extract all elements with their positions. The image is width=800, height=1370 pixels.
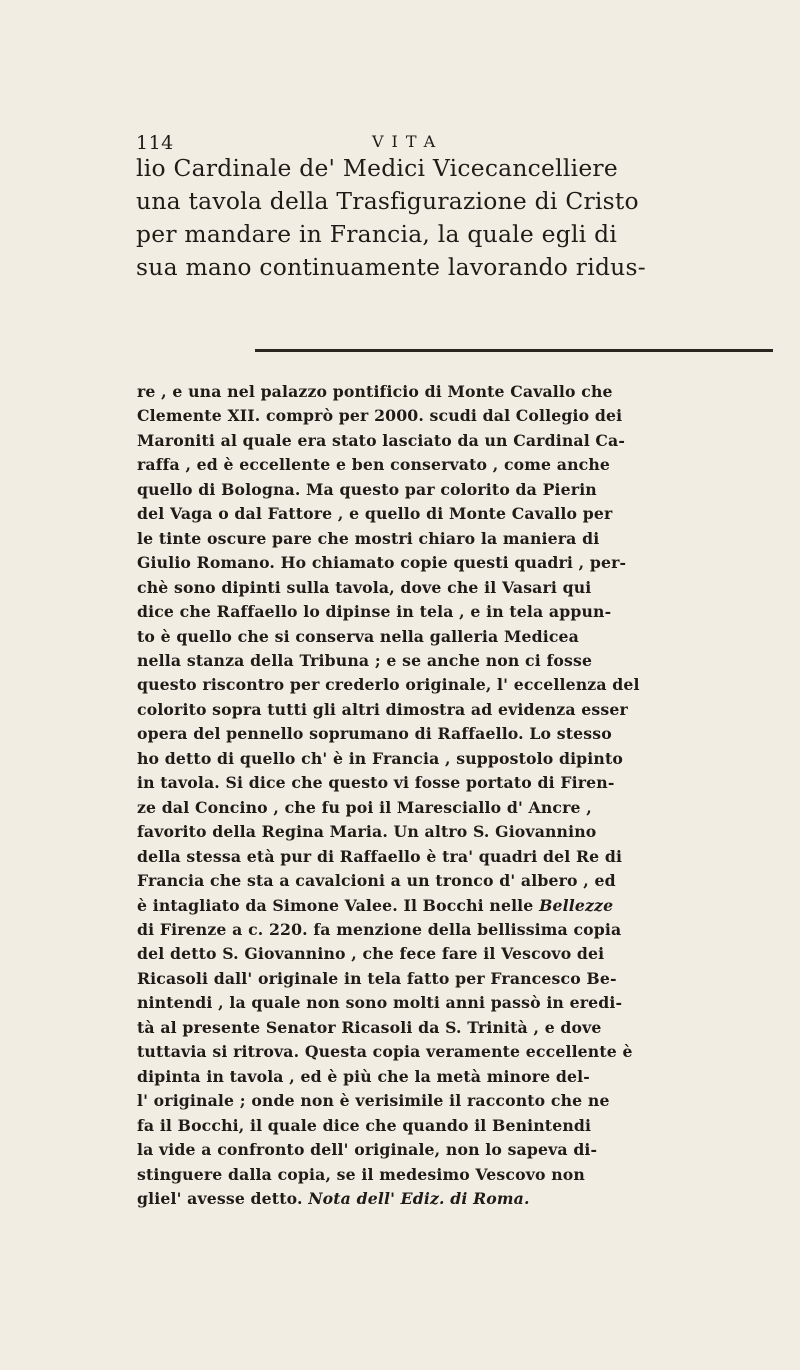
footnote-line-with-italic — [137, 894, 769, 918]
running-head: VITA — [372, 132, 444, 151]
footnote-text: gliel' avesse detto. — [137, 1188, 303, 1208]
footnote-line: le tinte oscure pare che mostri chiaro la maniera di — [137, 528, 600, 548]
footnote — [137, 380, 769, 1211]
footnote-line: colorito sopra tutti gli altri dimostra ad evidenza esser — [137, 699, 628, 719]
main-text-line: per mandare in Francia, la quale egli di — [136, 220, 618, 248]
main-text-line: lio Cardinale de' Medici Vicecancelliere — [136, 154, 618, 182]
page-number: 114 — [136, 132, 174, 154]
footnote-line: della stessa età pur di Raffaello è tra' quadri del Re di — [137, 846, 623, 866]
editorial-note-attribution: Nota dell' Ediz. di Roma. — [308, 1188, 530, 1208]
footnote-line: dice che Raffaello lo dipinse in tela , e in tela appun- — [137, 602, 612, 622]
footnote-line: di Firenze a c. 220. fa menzione della bellissima copia — [137, 919, 622, 939]
main-text — [136, 152, 772, 284]
footnote-line: to è quello che si conserva nella galleria Medicea — [137, 626, 579, 646]
footnote-line: nintendi , la quale non sono molti anni passò in eredi- — [137, 993, 623, 1013]
footnote-line: dipinta in tavola , ed è più che la metà minore del- — [137, 1066, 590, 1086]
footnote-line: questo riscontro per crederlo originale, l' eccellenza del — [137, 675, 640, 695]
footnote-line: ze dal Concino , che fu poi il Maresciallo d' Ancre , — [137, 797, 592, 817]
footnote-line: l' originale ; onde non è verisimile il racconto che ne — [137, 1091, 610, 1111]
footnote-line: la vide a confronto dell' originale, non lo sapeva di- — [137, 1140, 598, 1160]
footnote-line: nella stanza della Tribuna ; e se anche non ci fosse — [137, 650, 593, 670]
footnote-line: Giulio Romano. Ho chiamato copie questi quadri , per- — [137, 553, 627, 573]
footnote-line: stinguere dalla copia, se il medesimo Vescovo non — [137, 1164, 585, 1184]
main-text-line: una tavola della Trasfigurazione di Cristo — [136, 187, 639, 215]
footnote-line: in tavola. Si dice che questo vi fosse portato di Firen- — [137, 773, 615, 793]
footnote-line: quello di Bologna. Ma questo par colorito da Pierin — [137, 479, 597, 499]
footnote-line: re , e una nel palazzo pontificio di Monte Cavallo che — [137, 382, 613, 401]
footnote-line: del Vaga o dal Fattore , e quello di Monte Cavallo per — [137, 504, 613, 524]
footnote-text: è intagliato da Simone Valee. Il Bocchi nelle — [137, 895, 534, 915]
footnote-line: opera del pennello soprumano di Raffaello. Lo stesso — [137, 724, 612, 744]
footnote-line: raffa , ed è eccellente e ben conservato , come anche — [137, 455, 611, 475]
footnote-line: del detto S. Giovannino , che fece fare il Vescovo dei — [137, 944, 605, 964]
main-text-line: sua mano continuamente lavorando ridus- — [136, 253, 646, 281]
footnote-line: Ricasoli dall' originale in tela fatto per Francesco Be- — [137, 968, 617, 988]
footnote-line: Francia che sta a cavalcioni a un tronco d' albero , ed — [137, 871, 616, 891]
footnote-line: tuttavia si ritrova. Questa copia veramente eccellente è — [137, 1042, 633, 1062]
footnote-line: ho detto di quello ch' è in Francia , suppostolo dipinto — [137, 748, 623, 768]
footnote-line: favorito della Regina Maria. Un altro S. Giovannino — [137, 822, 597, 842]
footnote-line: tà al presente Senator Ricasoli da S. Trinità , e dove — [137, 1017, 602, 1037]
footnote-line-with-italic — [137, 1187, 769, 1211]
footnote-line: fa il Bocchi, il quale dice che quando il Benintendi — [137, 1115, 592, 1135]
footnote-line: Clemente XII. comprò per 2000. scudi dal Collegio dei — [137, 406, 623, 426]
footnote-line: Maroniti al quale era stato lasciato da un Cardinal Ca- — [137, 430, 626, 450]
footnote-separator-rule — [255, 349, 773, 352]
italic-title: Bellezze — [539, 895, 614, 915]
footnote-line: chè sono dipinti sulla tavola, dove che il Vasari qui — [137, 577, 592, 597]
